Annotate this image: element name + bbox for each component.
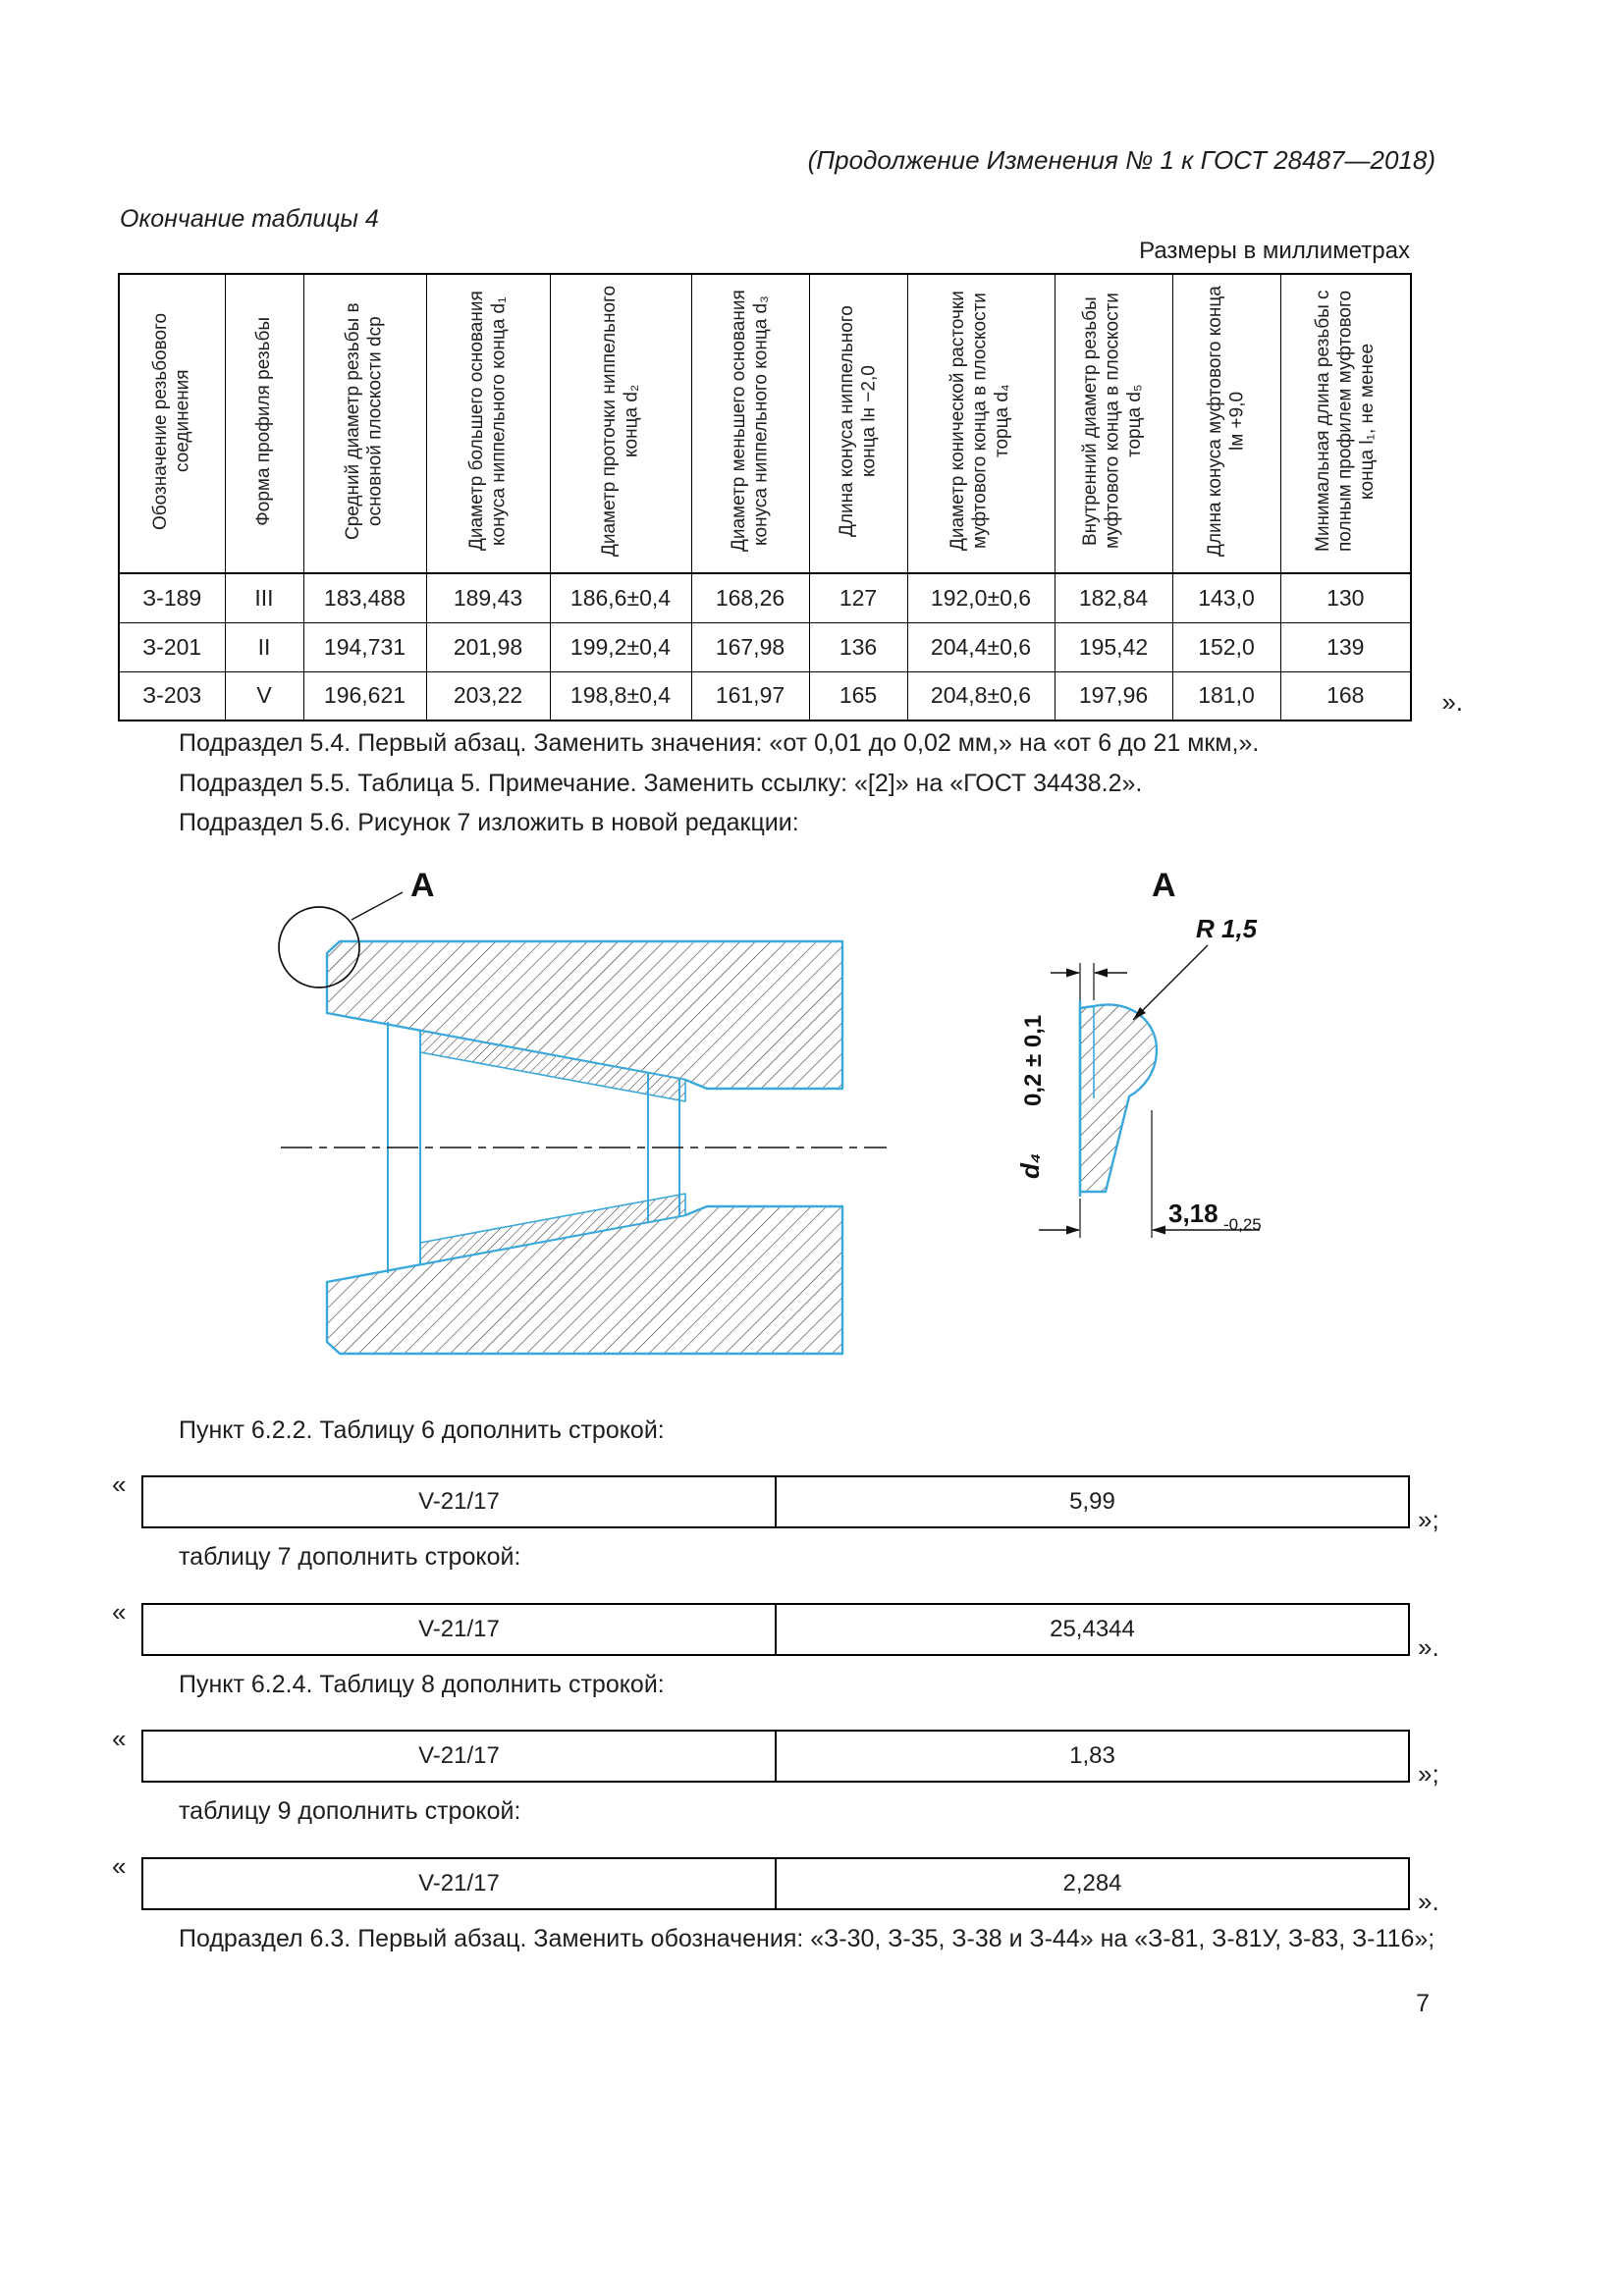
opening-quote: « <box>112 1850 127 1881</box>
table-cell: V <box>225 671 303 721</box>
table4-header <box>1055 274 1172 573</box>
table-cell: 127 <box>809 573 907 622</box>
dim-arrow <box>1066 968 1080 977</box>
table-row <box>142 1731 1409 1782</box>
table-cell: 192,0±0,6 <box>907 573 1055 622</box>
table4-header-label: Длина конуса муфтового конца lм +9,0 <box>1204 286 1247 557</box>
d4-label: d₄ <box>1015 1152 1045 1179</box>
table-row <box>119 671 1411 721</box>
closing-quote: ». <box>1418 1886 1439 1916</box>
table-row <box>142 1858 1409 1909</box>
table4-caption: Окончание таблицы 4 <box>120 205 379 233</box>
table9-addition-row <box>112 1850 1624 1916</box>
table4-header <box>907 274 1055 573</box>
table-cell: З-203 <box>119 671 225 721</box>
addition-value-cell: 2,284 <box>776 1858 1409 1909</box>
table-cell: 139 <box>1280 622 1411 671</box>
detail-leader-line <box>352 892 403 920</box>
table8-addition-row <box>112 1724 1624 1789</box>
table-cell: 168 <box>1280 671 1411 721</box>
table-cell: 136 <box>809 622 907 671</box>
table-cell: 161,97 <box>691 671 809 721</box>
depth-dimension-tolerance: -0,25 <box>1223 1214 1262 1234</box>
table4-header <box>303 274 426 573</box>
table4-header-label: Длина конуса ниппельного конца lн −2,0 <box>836 305 879 537</box>
opening-quote: « <box>112 1596 127 1627</box>
table-cell: 143,0 <box>1172 573 1280 622</box>
table-cell: 199,2±0,4 <box>550 622 691 671</box>
table4-header-label: Внутренний диаметр резьбы муфтового конца в плоскости торца d₅ <box>1080 293 1146 550</box>
table4-header <box>426 274 550 573</box>
table4-header-label: Диаметр конической расточки муфтового конца в плоскости торца d₄ <box>947 291 1013 552</box>
running-title: (Продолжение Изменения № 1 к ГОСТ 28487—2018) <box>807 145 1435 175</box>
paragraph-sub-5-6: Подраздел 5.6. Рисунок 7 изложить в новой редакции: <box>179 809 799 836</box>
paragraph-item-6-2-4: Пункт 6.2.4. Таблицу 8 дополнить строкой: <box>179 1670 665 1698</box>
table-cell: З-189 <box>119 573 225 622</box>
table-cell: 197,96 <box>1055 671 1172 721</box>
table4-header-label: Средний диаметр резьбы в основной плоскости dср <box>343 302 386 540</box>
units-note: Размеры в миллиметрах <box>1139 238 1410 264</box>
opening-quote: « <box>112 1469 127 1499</box>
table-cell: 201,98 <box>426 622 550 671</box>
opening-quote: « <box>112 1724 127 1753</box>
table-cell: 195,42 <box>1055 622 1172 671</box>
figure-7 <box>263 853 1624 1408</box>
table4-closing-quote: ». <box>1441 687 1463 717</box>
table-cell: 203,22 <box>426 671 550 721</box>
table8-addition <box>141 1730 1410 1783</box>
table-row <box>119 622 1411 671</box>
addition-code-cell: V-21/17 <box>142 1604 776 1655</box>
paragraph-sub-5-5: Подраздел 5.5. Таблица 5. Примечание. Заменить ссылку: «[2]» на «ГОСТ 34438.2». <box>179 769 1143 797</box>
table-cell: 183,488 <box>303 573 426 622</box>
table-row <box>142 1476 1409 1527</box>
detail-outline <box>1080 1000 1157 1197</box>
table7-addition-row <box>112 1596 1624 1662</box>
dim-arrow <box>1094 968 1108 977</box>
addition-code-cell: V-21/17 <box>142 1858 776 1909</box>
paragraph-sub-6-3: Подраздел 6.3. Первый абзац. Заменить обозначения: «З-30, З-35, З-38 и З-44» на «З-81, З-81У, З-83, З-116»; <box>179 1924 1435 1952</box>
table4-header-label: Диаметр большего основания конуса ниппельного конца d₁ <box>465 291 509 552</box>
table4-header-label: Форма профиля резьбы <box>252 316 274 526</box>
table-cell: III <box>225 573 303 622</box>
table4-header <box>225 274 303 573</box>
table-cell: 189,43 <box>426 573 550 622</box>
table-cell: 168,26 <box>691 573 809 622</box>
table4-header <box>809 274 907 573</box>
figure-7-drawing <box>263 853 1382 1403</box>
table-cell: 167,98 <box>691 622 809 671</box>
table-cell: 204,8±0,6 <box>907 671 1055 721</box>
dim-arrow <box>1152 1225 1165 1234</box>
table-cell: 194,731 <box>303 622 426 671</box>
table4-header <box>1172 274 1280 573</box>
table4-header <box>119 274 225 573</box>
table-row <box>142 1604 1409 1655</box>
table4-header <box>550 274 691 573</box>
table-cell: 182,84 <box>1055 573 1172 622</box>
radius-leader-line <box>1133 945 1208 1020</box>
table4-header <box>1280 274 1411 573</box>
table-cell: 186,6±0,4 <box>550 573 691 622</box>
paragraph-table9: таблицу 9 дополнить строкой: <box>179 1797 521 1825</box>
paragraph-item-6-2-2: Пункт 6.2.2. Таблицу 6 дополнить строкой: <box>179 1415 665 1444</box>
detail-marker-label: А <box>410 866 435 904</box>
addition-value-cell: 1,83 <box>776 1731 1409 1782</box>
closing-quote: ». <box>1418 1631 1439 1662</box>
table-cell: 181,0 <box>1172 671 1280 721</box>
table6-addition-row <box>112 1469 1624 1534</box>
addition-value-cell: 25,4344 <box>776 1604 1409 1655</box>
table4-header <box>691 274 809 573</box>
table-cell: 165 <box>809 671 907 721</box>
table4-wrapper <box>118 273 1463 721</box>
table4-header-label: Минимальная длина резьбы с полным профилем муфтового конца l₁, не менее <box>1312 290 1378 553</box>
table4-header-label: Диаметр меньшего основания конуса ниппельного конца d₃ <box>728 290 771 553</box>
step-dimension <box>1051 963 1127 1000</box>
table4-header-label: Диаметр проточки ниппельного конца d₂ <box>598 285 641 558</box>
table-cell: 196,621 <box>303 671 426 721</box>
dim-arrow <box>1066 1225 1080 1234</box>
addition-value-cell: 5,99 <box>776 1476 1409 1527</box>
table7-addition <box>141 1603 1410 1656</box>
table4-header-label: Обозначение резьбового соединения <box>149 312 193 530</box>
step-dimension-label: 0,2 ± 0,1 <box>1020 1014 1047 1106</box>
radius-label: R 1,5 <box>1196 913 1258 943</box>
addition-code-cell: V-21/17 <box>142 1731 776 1782</box>
table-cell: 204,4±0,6 <box>907 622 1055 671</box>
table4-header-row <box>119 274 1411 573</box>
detail-view-label: А <box>1152 866 1176 904</box>
paragraph-table7: таблицу 7 дополнить строкой: <box>179 1543 521 1571</box>
addition-code-cell: V-21/17 <box>142 1476 776 1527</box>
table4 <box>118 273 1412 721</box>
table-cell: 130 <box>1280 573 1411 622</box>
table-cell: 198,8±0,4 <box>550 671 691 721</box>
depth-dimension-label: 3,18 <box>1168 1198 1218 1228</box>
closing-quote: »; <box>1418 1505 1439 1534</box>
detail-section <box>1080 1004 1157 1192</box>
table-cell: II <box>225 622 303 671</box>
table6-addition <box>141 1475 1410 1528</box>
paragraph-sub-5-4: Подраздел 5.4. Первый абзац. Заменить значения: «от 0,01 до 0,02 мм,» на «от 6 до 21 мкм,». <box>179 729 1260 757</box>
table-cell: 152,0 <box>1172 622 1280 671</box>
table-cell: З-201 <box>119 622 225 671</box>
table9-addition <box>141 1857 1410 1910</box>
closing-quote: »; <box>1418 1759 1439 1789</box>
page-number: 7 <box>1416 1990 1430 2017</box>
table-row <box>119 573 1411 622</box>
